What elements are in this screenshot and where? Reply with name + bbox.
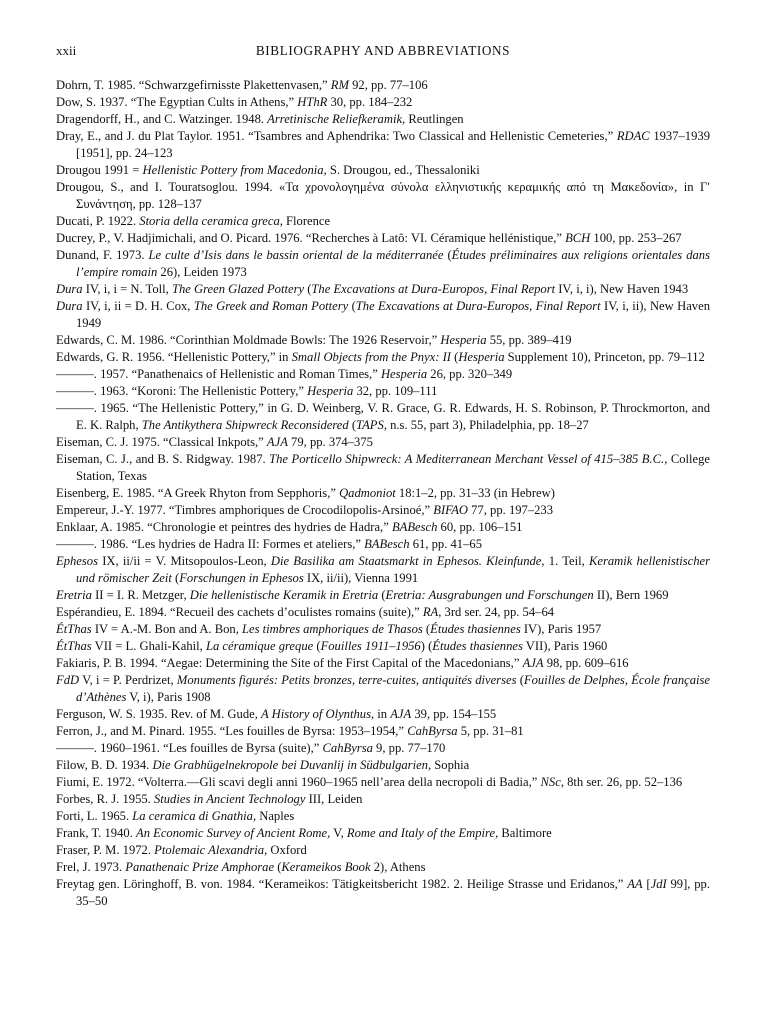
entry-text: , College Station, Texas	[76, 452, 711, 483]
entry-italic-text: The Green Glazed Pottery	[171, 282, 305, 296]
entry-text: 98, pp. 609–616	[543, 656, 629, 670]
entry-text: Ferguson, W. S. 1935. Rev. of M. Gude,	[56, 707, 262, 721]
entry-text: ———. 1960–1961. “Les fouilles de Byrsa (suite),”	[56, 741, 323, 755]
entry-text: Edwards, G. R. 1956. “Hellenistic Pottery,” in	[56, 350, 292, 364]
bibliography-list	[56, 77, 710, 910]
entry-text: Eiseman, C. J. 1975. “Classical Inkpots,”	[56, 435, 267, 449]
entry-text: (	[313, 639, 321, 653]
entry-italic-text: AJA	[522, 656, 544, 670]
entry-text: (	[443, 248, 452, 262]
entry-italic-text: Hesperia	[380, 367, 428, 381]
entry-italic-text: Ephesos	[56, 554, 98, 568]
entry-text: Edwards, C. M. 1986. “Corinthian Moldmade Bowls: The 1926 Reservoir,”	[56, 333, 441, 347]
entry-text: Drougou, S., and I. Touratsoglou. 1994. «Τα χρονολογημένα σύνολα ελληνιστικής κεραμικής από τη Μακεδονία», in Γ′ Συνάντηση, pp. 128–137	[56, 180, 710, 211]
entry-text: VII), Paris 1960	[522, 639, 608, 653]
entry-italic-text: TAPS	[356, 418, 384, 432]
bibliography-entry	[56, 179, 710, 213]
entry-italic-text: Le culte d’Isis dans le bassin oriental de la méditerranée	[148, 248, 444, 262]
entry-italic-text: Keramik hellenistischer und römischer Zeit	[76, 554, 711, 585]
entry-text: ———. 1963. “Koroni: The Hellenistic Pottery,”	[56, 384, 308, 398]
entry-italic-text: Die Grabhügelnekropole bei Duvanlij in Südbulgarien	[152, 758, 428, 772]
entry-text: (	[348, 299, 356, 313]
entry-text: IV = A.-M. Bon and A. Bon,	[91, 622, 243, 636]
entry-text: Dragendorff, H., and C. Watzinger. 1948.	[56, 112, 268, 126]
bibliography-entry	[56, 128, 710, 162]
entry-text: Dray, E., and J. du Plat Taylor. 1951. “Tsambres and Aphendrika: Two Classical and Hellenistic Cemeteries,”	[56, 129, 617, 143]
entry-italic-text: Panathenaic Prize Amphorae	[125, 860, 275, 874]
entry-italic-text: BCH	[565, 231, 591, 245]
bibliography-entry	[56, 366, 710, 383]
entry-text: 30, pp. 184–232	[327, 95, 413, 109]
entry-italic-text: Kerameikos Book	[281, 860, 371, 874]
entry-italic-text: La céramique greque	[205, 639, 314, 653]
entry-text: (	[304, 282, 312, 296]
entry-text: Enklaar, A. 1985. “Chronologie et peintres des hydries de Hadra,”	[56, 520, 392, 534]
entry-italic-text: RM	[330, 78, 349, 92]
bibliography-entry	[56, 842, 710, 859]
entry-text: Ducati, P. 1922.	[56, 214, 140, 228]
entry-italic-text: The Antikythera Shipwreck Reconsidered	[141, 418, 349, 432]
bibliography-entry	[56, 213, 710, 230]
entry-text: Supplement 10), Princeton, pp. 79–112	[504, 350, 705, 364]
entry-text: ———. 1965. “The Hellenistic Pottery,” in G. D. Weinberg, V. R. Grace, G. R. Edwards, H. S. Robinson, P. Throckmorton, and E. K. Ralph,	[56, 401, 710, 432]
entry-italic-text: La ceramica di Gnathia	[132, 809, 253, 823]
bibliography-entry	[56, 859, 710, 876]
entry-text: 32, pp. 109–111	[353, 384, 438, 398]
entry-text: Freytag gen. Löringhoff, B. von. 1984. “Kerameikos: Tätigkeitsbericht 1982. 2. Heilige Strasse und Eridanos,”	[56, 877, 628, 891]
entry-italic-text: Fouilles 1911–1956	[320, 639, 421, 653]
bibliography-entry	[56, 383, 710, 400]
entry-text: 55, pp. 389–419	[486, 333, 572, 347]
bibliography-entry	[56, 502, 710, 519]
entry-text: Drougou 1991 =	[56, 163, 143, 177]
entry-text: Espérandieu, E. 1894. “Recueil des cachets d’oculistes romains (suite),”	[56, 605, 423, 619]
bibliography-entry	[56, 536, 710, 553]
entry-italic-text: CahByrsa	[322, 741, 373, 755]
entry-text: IV, i, i = N. Toll,	[82, 282, 172, 296]
entry-text: (	[171, 571, 180, 585]
bibliography-entry	[56, 740, 710, 757]
entry-text: 100, pp. 253–267	[590, 231, 682, 245]
entry-italic-text: Les timbres amphoriques de Thasos	[242, 622, 423, 636]
entry-text: , Naples	[252, 809, 295, 823]
bibliography-entry	[56, 757, 710, 774]
entry-italic-text: HThR	[297, 95, 328, 109]
entry-text: V, i), Paris 1908	[126, 690, 211, 704]
entry-text: 61, pp. 41–65	[409, 537, 482, 551]
bibliography-entry	[56, 655, 710, 672]
entry-text: , 3rd ser. 24, pp. 54–64	[438, 605, 555, 619]
entry-italic-text: BABesch	[391, 520, 438, 534]
entry-text: VII = L. Ghali-Kahil,	[91, 639, 206, 653]
running-title: BIBLIOGRAPHY AND ABBREVIATIONS	[255, 43, 511, 58]
entry-italic-text: ÉtThas	[56, 639, 92, 653]
entry-italic-text: BABesch	[364, 537, 410, 551]
bibliography-entry	[56, 451, 710, 485]
entry-text: 9, pp. 77–170	[372, 741, 446, 755]
entry-text: Ferron, J., and M. Pinard. 1955. “Les fouilles de Byrsa: 1953–1954,”	[56, 724, 408, 738]
entry-italic-text: Fouilles de Delphes, École française d’Athènes	[76, 673, 710, 704]
bibliography-entry	[56, 553, 710, 587]
entry-text: Empereur, J.-Y. 1977. “Timbres amphoriques de Crocodilopolis-Arsinoé,”	[56, 503, 434, 517]
bibliography-entry	[56, 876, 710, 910]
entry-text: [	[642, 877, 651, 891]
entry-italic-text: The Greek and Roman Pottery	[193, 299, 349, 313]
page-number: xxii	[56, 43, 77, 58]
entry-italic-text: AA	[627, 877, 643, 891]
entry-italic-text: RDAC	[616, 129, 650, 143]
entry-text: , n.s. 55, part 3), Philadelphia, pp. 18–27	[383, 418, 589, 432]
entry-italic-text: ÉtThas	[56, 622, 92, 636]
entry-text: , in	[370, 707, 391, 721]
bibliography-entry	[56, 587, 710, 604]
bibliography-entry	[56, 791, 710, 808]
entry-text: III, Leiden	[305, 792, 363, 806]
bibliography-entry	[56, 638, 710, 655]
entry-italic-text: Die hellenistische Keramik in Eretria	[189, 588, 379, 602]
entry-italic-text: Studies in Ancient Technology	[153, 792, 306, 806]
entry-text: II), Bern 1969	[593, 588, 669, 602]
entry-text: (	[274, 860, 282, 874]
bibliography-entry	[56, 247, 710, 281]
bibliography-entry	[56, 298, 710, 332]
entry-italic-text: Études préliminaires aux religions orientales dans l’empire romain	[76, 248, 711, 279]
entry-text: 2), Athens	[370, 860, 426, 874]
entry-italic-text: NSc	[540, 775, 561, 789]
entry-italic-text: Ptolemaic Alexandria	[154, 843, 265, 857]
entry-text: Frel, J. 1973.	[56, 860, 126, 874]
entry-text: II = I. R. Metzger,	[91, 588, 190, 602]
entry-text: 18:1–2, pp. 31–33 (in Hebrew)	[395, 486, 555, 500]
page-header	[56, 42, 710, 60]
entry-italic-text: AJA	[390, 707, 412, 721]
entry-text: ———. 1986. “Les hydries de Hadra II: Formes et ateliers,”	[56, 537, 365, 551]
entry-text: 79, pp. 374–375	[287, 435, 373, 449]
entry-italic-text: Forschungen in Ephesos	[179, 571, 304, 585]
bibliography-entry	[56, 723, 710, 740]
entry-text: (	[516, 673, 524, 687]
entry-text: Forti, L. 1965.	[56, 809, 133, 823]
entry-text: 1937–1939 [1951], pp. 24–123	[76, 129, 710, 160]
bibliography-entry	[56, 111, 710, 128]
entry-italic-text: CahByrsa	[407, 724, 458, 738]
entry-text: Ducrey, P., V. Hadjimichali, and O. Picard. 1976. “Recherches à Latô: VI. Céramique hellénistique,”	[56, 231, 566, 245]
entry-text: , 8th ser. 26, pp. 52–136	[560, 775, 683, 789]
bibliography-entry	[56, 332, 710, 349]
entry-italic-text: Hellenistic Pottery from Macedonia	[142, 163, 324, 177]
entry-text: Eisenberg, E. 1985. “A Greek Rhyton from Sepphoris,”	[56, 486, 340, 500]
entry-text: ) (	[420, 639, 433, 653]
entry-text: Frank, T. 1940.	[56, 826, 136, 840]
entry-text: Dunand, F. 1973.	[56, 248, 149, 262]
entry-text: (	[450, 350, 459, 364]
entry-text: 26, pp. 320–349	[427, 367, 513, 381]
entry-text: 99], pp. 35–50	[76, 877, 710, 908]
bibliography-entry	[56, 230, 710, 247]
entry-text: ———. 1957. “Panathenaics of Hellenistic and Roman Times,”	[56, 367, 381, 381]
entry-italic-text: Small Objects from the Pnyx: II	[291, 350, 451, 364]
entry-italic-text: An Economic Survey of Ancient Rome	[136, 826, 328, 840]
entry-italic-text: Dura	[56, 299, 83, 313]
entry-italic-text: RA	[422, 605, 439, 619]
entry-text: 5, pp. 31–81	[457, 724, 524, 738]
entry-text: , V,	[327, 826, 347, 840]
bibliography-entry	[56, 706, 710, 723]
entry-text: IX, ii/ii = V. Mitsopoulos-Leon,	[97, 554, 271, 568]
entry-text: 26), Leiden 1973	[157, 265, 247, 279]
entry-italic-text: Hesperia	[307, 384, 354, 398]
entry-text: 77, pp. 197–233	[468, 503, 554, 517]
entry-italic-text: JdI	[650, 877, 667, 891]
entry-italic-text: AJA	[266, 435, 288, 449]
entry-italic-text: BIFAO	[433, 503, 469, 517]
bibliography-entry	[56, 94, 710, 111]
entry-italic-text: The Excavations at Dura-Europos, Final Report	[355, 299, 601, 313]
entry-italic-text: Arretinische Reliefkeramik	[267, 112, 403, 126]
entry-text: , 1. Teil,	[541, 554, 589, 568]
entry-text: (	[348, 418, 357, 432]
bibliography-entry	[56, 621, 710, 638]
entry-italic-text: Die Basilika am Staatsmarkt in Ephesos. Kleinfunde	[270, 554, 542, 568]
entry-text: IV, i, ii), New Haven 1949	[76, 299, 710, 330]
entry-text: IV, i, ii = D. H. Cox,	[82, 299, 194, 313]
entry-text: IV, i, i), New Haven 1943	[555, 282, 689, 296]
bibliography-entry	[56, 604, 710, 621]
entry-text: 60, pp. 106–151	[437, 520, 523, 534]
entry-italic-text: The Excavations at Dura-Europos, Final Report	[311, 282, 556, 296]
entry-italic-text: Dura	[56, 282, 83, 296]
entry-text: , Sophia	[427, 758, 470, 772]
entry-text: Fraser, P. M. 1972.	[56, 843, 155, 857]
entry-text: , Florence	[279, 214, 331, 228]
entry-text: V, i = P. Perdrizet,	[79, 673, 177, 687]
bibliography-entry	[56, 281, 710, 298]
bibliography-entry	[56, 825, 710, 842]
bibliography-entry	[56, 162, 710, 179]
entry-text: IX, ii/ii), Vienna 1991	[303, 571, 419, 585]
entry-italic-text: Storia della ceramica greca	[139, 214, 280, 228]
entry-text: Eiseman, C. J., and B. S. Ridgway. 1987.	[56, 452, 270, 466]
entry-text: Forbes, R. J. 1955.	[56, 792, 154, 806]
bibliography-entry	[56, 485, 710, 502]
entry-italic-text: Monuments figurés: Petits bronzes, terre-cuites, antiquités diverses	[176, 673, 517, 687]
entry-text: , Oxford	[264, 843, 307, 857]
entry-italic-text: Études thasiennes	[432, 639, 523, 653]
entry-text: , S. Drougou, ed., Thessaloniki	[323, 163, 480, 177]
entry-italic-text: FdD	[56, 673, 80, 687]
bibliography-entry	[56, 77, 710, 94]
bibliography-entry	[56, 349, 710, 366]
entry-italic-text: Rome and Italy of the Empire	[346, 826, 496, 840]
entry-text: (	[422, 622, 431, 636]
bibliography-entry	[56, 400, 710, 434]
bibliography-entry	[56, 774, 710, 791]
entry-italic-text: Eretria: Ausgrabungen und Forschungen	[385, 588, 594, 602]
entry-text: , Reutlingen	[402, 112, 464, 126]
entry-italic-text: Hesperia	[440, 333, 487, 347]
entry-text: Filow, B. D. 1934.	[56, 758, 153, 772]
bibliography-entry	[56, 672, 710, 706]
entry-text: IV), Paris 1957	[520, 622, 602, 636]
entry-italic-text: Qadmoniot	[339, 486, 396, 500]
entry-italic-text: Eretria	[56, 588, 92, 602]
entry-text: , Baltimore	[495, 826, 552, 840]
bibliography-entry	[56, 808, 710, 825]
entry-text: Dohrn, T. 1985. “Schwarzgefirnisste Plakettenvasen,”	[56, 78, 331, 92]
entry-text: (	[378, 588, 386, 602]
entry-text: Dow, S. 1937. “The Egyptian Cults in Athens,”	[56, 95, 298, 109]
entry-text: Fiumi, E. 1972. “Volterra.—Gli scavi degli anni 1960–1965 nell’area della necropoli di Badia,”	[56, 775, 541, 789]
entry-italic-text: Hesperia	[458, 350, 505, 364]
entry-italic-text: Études thasiennes	[430, 622, 521, 636]
bibliography-entry	[56, 519, 710, 536]
bibliography-entry	[56, 434, 710, 451]
entry-italic-text: The Porticello Shipwreck: A Mediterranean Merchant Vessel of 415–385 B.C.	[269, 452, 665, 466]
entry-text: Fakiaris, P. B. 1994. “Aegae: Determining the Site of the First Capital of the Macedonians,”	[56, 656, 523, 670]
entry-text: 39, pp. 154–155	[411, 707, 497, 721]
entry-italic-text: A History of Olynthus	[261, 707, 371, 721]
entry-text: 92, pp. 77–106	[348, 78, 428, 92]
